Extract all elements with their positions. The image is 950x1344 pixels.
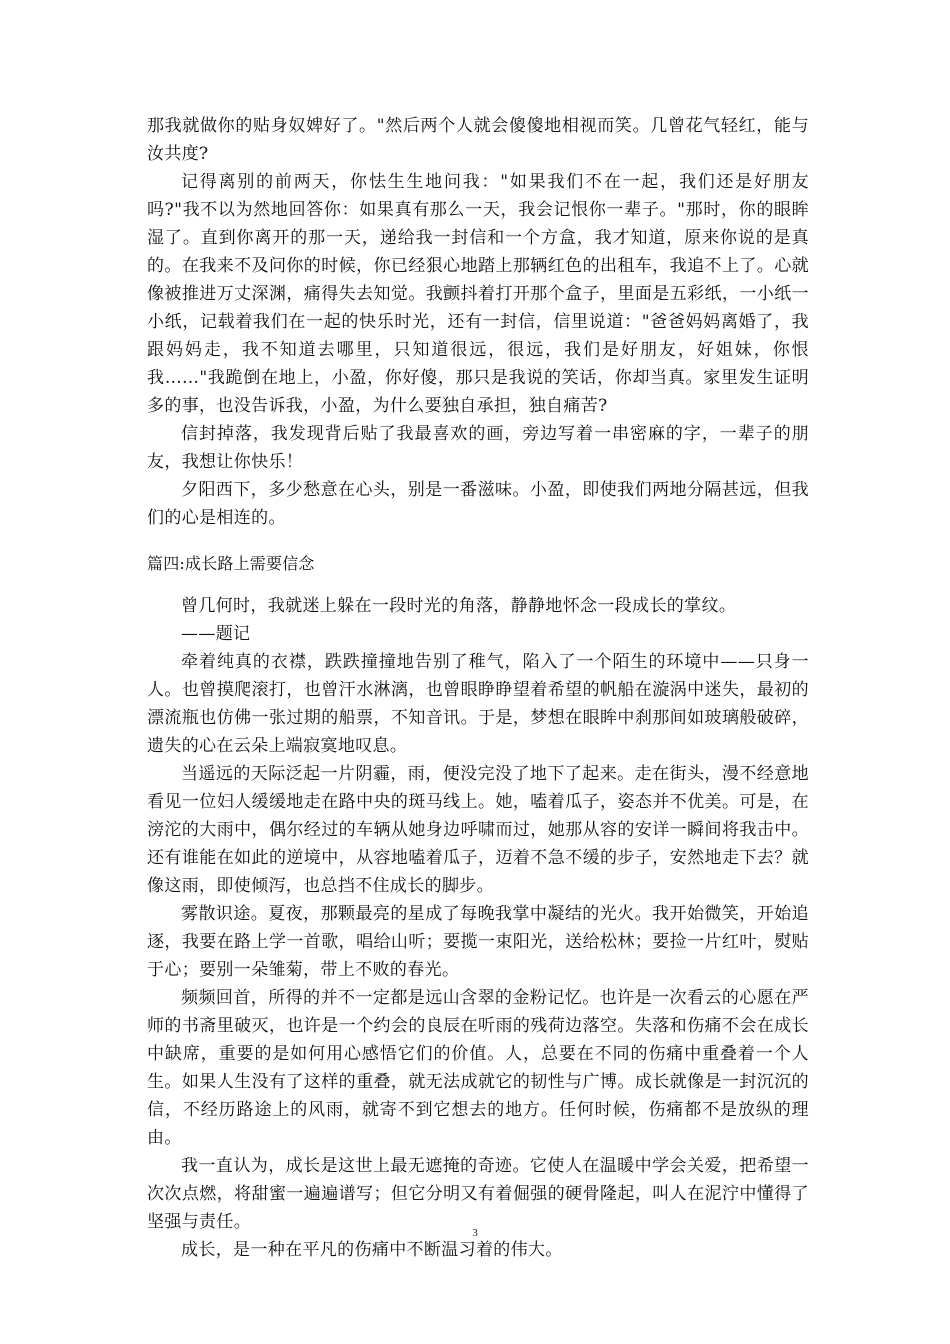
paragraph: 成长，是一种在平凡的伤痛中不断温习着的伟大。 xyxy=(181,1240,563,1260)
paragraph: 牵着纯真的衣襟，跌跌撞撞地告别了稚气，陷入了一个陌生的环境中——只身一人。也曾摸爬滚打，也曾汗水淋漓，也曾眼睁睁望着希望的帆船在漩涡中迷失，最初的漂流瓶也仿佛一张过期的船票，不知音讯。于是，梦想在眼眸中刹那间如玻璃般破碎，遗失的心在云朵上端寂寞地叹息。 xyxy=(147,652,809,756)
text-block-lower xyxy=(147,592,809,1264)
page-number: 3 xyxy=(472,1227,478,1239)
paragraph: 当遥远的天际泛起一片阴霾，雨，便没完没了地下了起来。走在街头，漫不经意地看见一位妇人缓缓地走在路中央的斑马线上。她，嗑着瓜子，姿态并不优美。可是，在滂沱的大雨中，偶尔经过的车辆从她身边呼啸而过，她那从容的安详一瞬间将我击中。还有谁能在如此的逆境中，从容地嗑着瓜子，迈着不急不缓的步子，安然地走下去？就像这雨，即使倾泻，也总挡不住成长的脚步。 xyxy=(147,764,809,896)
paragraph: 记得离别的前两天，你怯生生地问我："如果我们不在一起，我们还是好朋友吗?"我不以为然地回答你：如果真有那么一天，我会记恨你一辈子。"那时，你的眼眸湿了。直到你离开的那一天，递给我一封信和一个方盒，我才知道，原来你说的是真的。在我来不及问你的时候，你已经狠心地踏上那辆红色的出租车，我追不上了。心就像被推进万丈深渊，痛得失去知觉。我颤抖着打开那个盒子，里面是五彩纸，一小纸一小纸，记载着我们在一起的快乐时光，还有一封信，信里说道："爸爸妈妈离婚了，我跟妈妈走，我不知道去哪里，只知道很远，很远，我们是好朋友，好姐妹，你恨我……"我跪倒在地上，小盈，你好傻，那只是我说的笑话，你却当真。家里发生证明多的事，也没告诉我，小盈，为什么要独自承担，独自痛苦? xyxy=(147,172,809,416)
paragraph: 那我就做你的贴身奴婢好了。"然后两个人就会傻傻地相视而笑。几曾花气轻红，能与汝共度? xyxy=(147,116,809,164)
paragraph: 信封掉落，我发现背后贴了我最喜欢的画，旁边写着一串密麻的字，一辈子的朋友，我想让你快乐！ xyxy=(147,424,809,472)
paragraph: 夕阳西下，多少愁意在心头，别是一番滋味。小盈，即使我们两地分隔甚远，但我们的心是相连的。 xyxy=(147,480,809,528)
epigraph-attribution: ——题记 xyxy=(181,624,251,644)
paragraph: 我一直认为，成长是这世上最无遮掩的奇迹。它使人在温暖中学会关爱，把希望一次次点燃，将甜蜜一遍遍谱写；但它分明又有着倔强的硬骨隆起，叫人在泥泞中懂得了坚强与责任。 xyxy=(147,1156,809,1232)
paragraph: 雾散识途。夏夜，那颗最亮的星成了每晚我掌中凝结的光火。我开始微笑，开始追逐，我要在路上学一首歌，唱给山听；要揽一束阳光，送给松林；要捡一片红叶，熨贴于心；要别一朵雏菊，带上不败的春光。 xyxy=(147,904,809,980)
text-block-upper xyxy=(147,112,809,532)
epigraph: 曾几何时，我就迷上躲在一段时光的角落，静静地怀念一段成长的掌纹。 xyxy=(181,596,737,616)
paragraph: 频频回首，所得的并不一定都是远山含翠的金粉记忆。也许是一次看云的心愿在严师的书斋里破灭，也许是一个约会的良辰在听雨的残荷边落空。失落和伤痛不会在成长中缺席，重要的是如何用心感悟它们的价值。人，总要在不同的伤痛中重叠着一个人生。如果人生没有了这样的重叠，就无法成就它的韧性与广博。成长就像是一封沉沉的信，不经历路途上的风雨，就寄不到它想去的地方。任何时候，伤痛都不是放纵的理由。 xyxy=(147,988,809,1148)
section-heading: 篇四:成长路上需要信念 xyxy=(147,554,315,573)
